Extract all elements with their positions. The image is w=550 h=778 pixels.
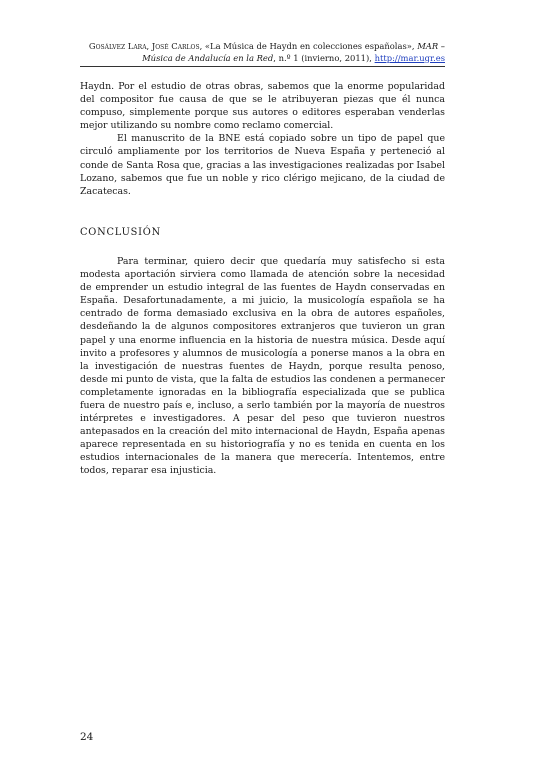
page-number: 24 xyxy=(80,731,94,743)
paragraph-2: El manuscrito de la BNE está copiado sobre un tipo de papel que circuló ampliamente por los territorios de Nueva España y perteneció al conde de Santa Rosa que, gracias a las investigaciones realizadas por Isabel Lozano, sabemos que fue un noble y rico clérigo mejicano, de la ciudad de Zacatecas. xyxy=(80,133,445,197)
running-header xyxy=(60,41,445,64)
header-comma: , xyxy=(411,41,418,51)
header-journal: MAR – Música de Andalucía en la Red xyxy=(142,41,445,63)
header-issue: , n.º 1 (invierno, 2011), xyxy=(273,52,375,63)
paragraph-3: Para terminar, quiero decir que quedaría muy satisfecho si esta modesta aportación sirviera como llamada de atención sobre la necesidad de emprender un estudio integral de las fuentes de Haydn conservadas en España. Desafortunadamente, a mi juicio, la musicología española se ha centrado de forma demasiado exclusiva en la obra de autores españoles, desdeñando la de algunos compositores extranjeros que tuvieron un gran papel y una enorme influencia en la historia de nuestra música. Desde aquí invito a profesores y alumnos de musicología a ponerse manos a la obra en la investigación de nuestras fuentes de Haydn, porque resulta penoso, desde mi punto de vista, que la falta de estudios las condenen a permanecer completamente ignoradas en la bibliografía especializada que se publica fuera de nuestro país e, incluso, a serlo también por la mayoría de nuestros intérpretes e investigadores. A pesar del peso que tuvieron nuestros antepasados en la creación del mito internacional de Haydn, España apenas aparece representada en su historiografía y no es tenida en cuenta en los estudios internacionales de la manera que merecería. Intentemos, entre todos, reparar esa injusticia. xyxy=(80,255,445,477)
header-author: Gosálvez Lara, José Carlos xyxy=(88,41,200,51)
header-separator: , xyxy=(199,41,205,51)
header-url-link[interactable]: http://mar.ugr.es xyxy=(374,52,445,63)
header-rule xyxy=(80,66,445,67)
section-heading: CONCLUSIÓN xyxy=(80,226,162,238)
body-text xyxy=(80,80,445,478)
header-article-title: «La Música de Haydn en colecciones españolas» xyxy=(204,41,412,51)
paragraph-1: Haydn. Por el estudio de otras obras, sabemos que la enorme popularidad del compositor fue causa de que se le atribuyeran piezas que él nunca compuso, simplemente porque sus autores o editores esperaban venderlas mejor utilizando su nombre como reclamo comercial. xyxy=(80,81,445,132)
